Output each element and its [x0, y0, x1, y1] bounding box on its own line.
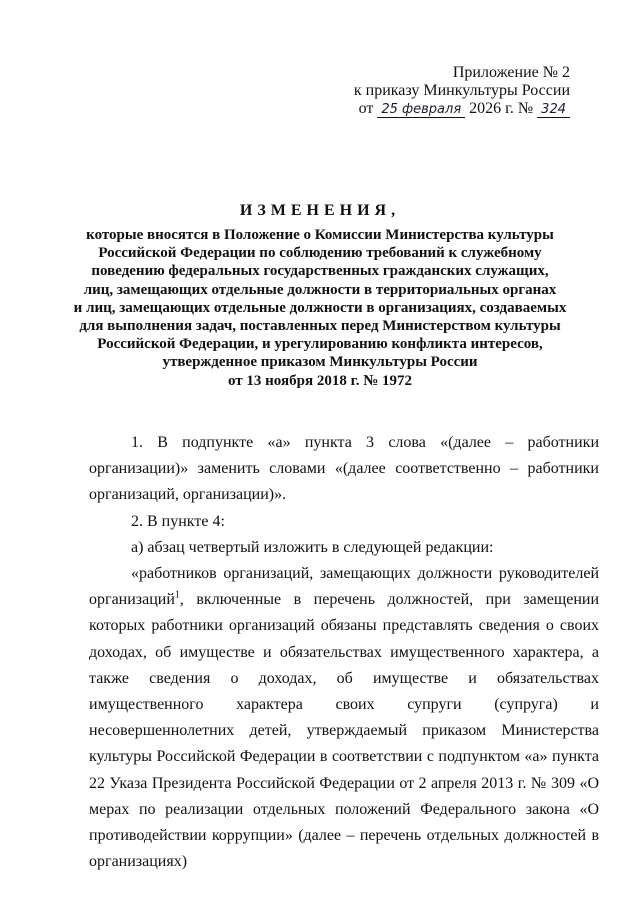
paragraph-2: 2. В пункте 4:: [131, 512, 225, 530]
handwritten-date: 25 февраля: [377, 103, 465, 118]
subtitle-line: которые вносятся в Положение о Комиссии Министерства культуры: [86, 227, 554, 243]
subtitle-line: от 13 ноября 2018 г. № 1972: [227, 372, 413, 389]
subtitle-line: и лиц, замещающих отдельные должности в организациях, создаваемых: [73, 299, 567, 316]
subtitle-line: лиц, замещающих отдельные должности в территориальных органах: [83, 281, 557, 298]
date-year: 2026 г. №: [469, 100, 534, 117]
appendix-date-line: [354, 100, 570, 118]
subtitle-line: Российской Федерации, и урегулированию конфликта интересов,: [97, 336, 543, 353]
paragraph-1: 1. В подпункте «а» пункта 3 слова «(далее – работники организации)» заменить словами «(далее соответственно – работники организаций, организации)».: [89, 434, 599, 504]
subtitle-line: поведению федеральных государственных гражданских служащих,: [91, 263, 549, 280]
paragraph-3: а) абзац четвертый изложить в следующей редакции:: [131, 538, 494, 556]
subtitle-line: Российской Федерации по соблюдению требований к служебному: [98, 245, 542, 262]
appendix-header: [354, 64, 570, 118]
date-prefix: от: [358, 100, 374, 117]
document-body: [89, 430, 599, 875]
paragraph-4: [89, 561, 599, 875]
document-title: ИЗМЕНЕНИЯ,: [239, 202, 401, 219]
appendix-order-ref: к приказу Минкультуры России: [353, 82, 570, 99]
subtitle-line: для выполнения задач, поставленных перед Министерством культуры: [79, 318, 561, 335]
subtitle-line: утвержденное приказом Минкультуры России: [162, 354, 478, 371]
handwritten-number: 324: [537, 103, 570, 118]
document-subtitle: [60, 226, 580, 390]
footnote-marker: 1: [174, 589, 180, 601]
appendix-number: Приложение № 2: [452, 64, 570, 81]
paragraph-4-start: «работников организаций, замещающих должности руководителей организаций: [89, 565, 599, 609]
paragraph-4-rest: , включенные в перечень должностей, при замещении которых работники организаций обязаны представлять сведения о своих доходах, об имуществе и обязательствах имущественного характера, а также сведения о доходах, об имуществе и обязательствах имущественного характера своих супруги (супруга) и несовершеннолетних детей, утверждаемый приказом Министерства культуры Российской Федерации в соответствии с подпунктом «а» пункта 22 Указа Президента Российской Федерации от 2 апреля 2013 г. № 309 «О мерах по реализации отдельных положений Федерального закона «О противодействии коррупции» (далее – перечень отдельных должностей в организациях): [89, 591, 599, 871]
